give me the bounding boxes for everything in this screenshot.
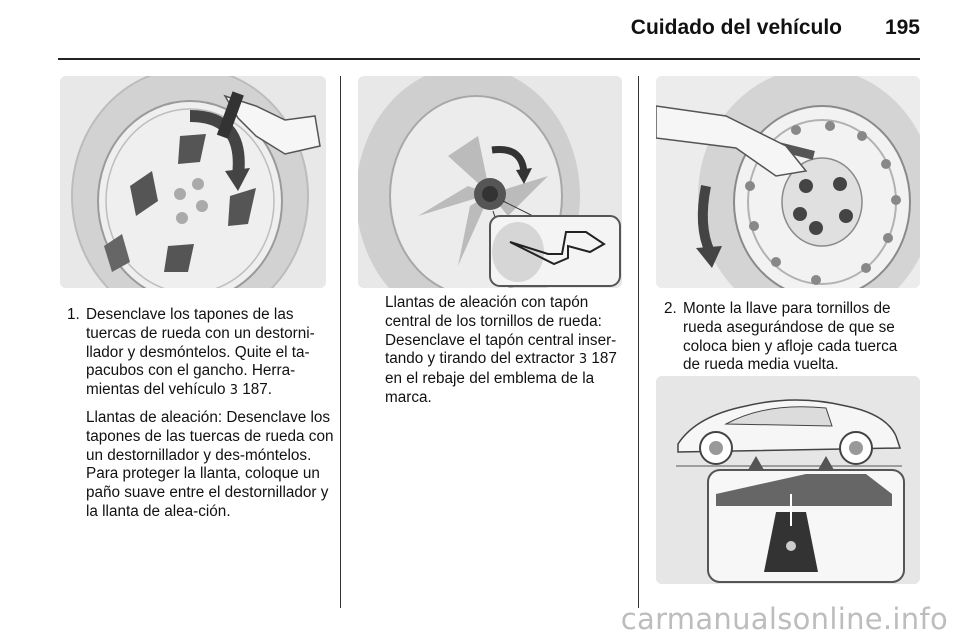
watermark: carmanualsonline.info [620,602,948,636]
hubcap-removal-illustration [60,76,326,288]
step-1 [67,306,335,522]
column2-text [385,294,625,408]
page-reference-arrow: 3 [578,352,588,368]
step-1-text [86,306,335,401]
car-jack-position-illustration [656,376,920,584]
header-divider [58,58,920,60]
alloy-wheel-center-cap-illustration [358,76,622,288]
alloy-wheel-note: Llantas de aleación: Desenclave los tapones de las tuercas de rueda con un destornillador y des-móntelos. Para proteger la llanta, coloque un paño suave entre el destornillador y la llanta de alea-ción. [86,408,334,520]
column3-text [664,300,916,375]
center-cap-text-end: 187 en el rebaje del emblema de la marca. [385,350,617,406]
step-2-text: Monte la llave para tornillos de rueda asegurándose de que se coloca bien y afloje cada tuerca de rueda media vuelta. [683,300,898,374]
step-1-number: 1. [67,306,80,323]
step-2 [664,300,916,375]
column-divider-2 [638,76,639,608]
column1-text [67,306,335,522]
column-divider-1 [340,76,341,608]
page-reference-arrow: 3 [229,383,238,399]
page-header-title: Cuidado del vehículo [630,16,842,39]
wheel-wrench-loosening-illustration [656,76,920,288]
step-2-number: 2. [664,300,677,317]
step-1-instruction: Desenclave los tapones de las tuercas de rueda con un destorni-llador y desmóntelos. Quite el ta-pacubos con el gancho. Herra-mientas del vehículo [86,306,315,399]
page-number: 195 [884,16,920,39]
center-cap-text: Llantas de aleación con tapón central de los tornillos de rueda: Desenclave el tapón central inser-tando y tirando del extractor [385,294,617,368]
center-cap-instruction [385,294,625,408]
step-1-page-reference: 187. [237,381,273,399]
